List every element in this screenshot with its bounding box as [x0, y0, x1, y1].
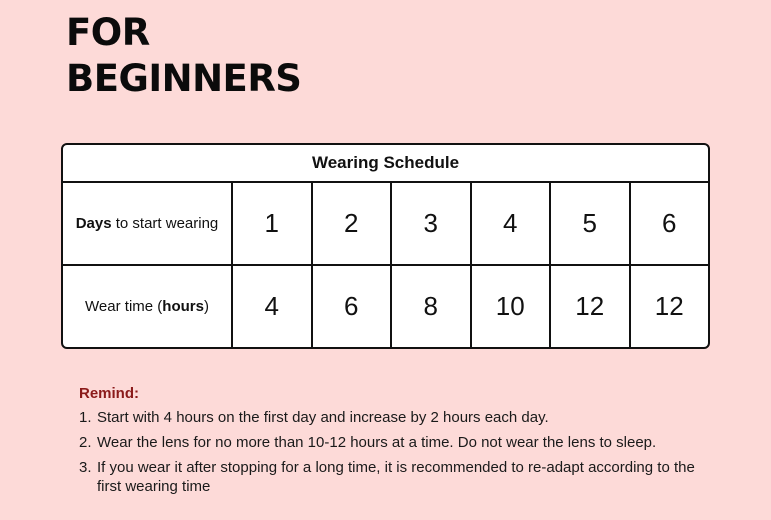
remind-item-number: 2.: [79, 434, 92, 451]
heading-line-1: FOR: [66, 11, 150, 54]
hours-row: [63, 264, 708, 347]
hours-cell: 12: [654, 291, 684, 321]
remind-item: [79, 458, 697, 496]
page-heading: [66, 10, 301, 102]
heading-line-2: BEGINNERS: [66, 57, 302, 100]
hours-cell: 12: [551, 266, 631, 347]
remind-item-number: 3.: [79, 459, 92, 476]
wearing-schedule-table: [61, 143, 710, 349]
hours-row-label: [63, 266, 233, 347]
remind-item: [79, 408, 697, 427]
hours-cell: 6: [313, 266, 393, 347]
remind-item-text: Wear the lens for no more than 10-12 hours at a time. Do not wear the lens to sleep.: [97, 434, 657, 451]
days-label-rest: to start wearing: [111, 215, 219, 232]
hours-cell: 4: [233, 266, 313, 347]
day-cell: 1: [233, 183, 313, 264]
day-cell: 5: [551, 183, 631, 264]
remind-section: [79, 384, 697, 502]
hours-cell: 8: [392, 266, 472, 347]
days-row: [63, 183, 708, 264]
day-cell: 6: [662, 208, 677, 238]
remind-list: [79, 408, 697, 496]
remind-item-number: 1.: [79, 409, 92, 426]
days-row-label: [63, 183, 233, 264]
hours-label-bold: hours: [162, 298, 204, 315]
remind-title: Remind:: [79, 385, 139, 402]
remind-item-text: If you wear it after stopping for a long time, it is recommended to re-adapt according to the first wearing time: [97, 459, 695, 495]
day-cell: 4: [472, 183, 552, 264]
schedule-title: Wearing Schedule: [63, 145, 708, 183]
hours-label-pre: Wear time (: [85, 298, 163, 315]
remind-item-text: Start with 4 hours on the first day and increase by 2 hours each day.: [97, 409, 549, 426]
hours-label-post: ): [203, 298, 209, 315]
remind-item: [79, 433, 697, 452]
days-label-bold: Days: [75, 215, 112, 232]
day-cell: 2: [313, 183, 393, 264]
hours-cell: 10: [472, 266, 552, 347]
day-cell: 3: [392, 183, 472, 264]
